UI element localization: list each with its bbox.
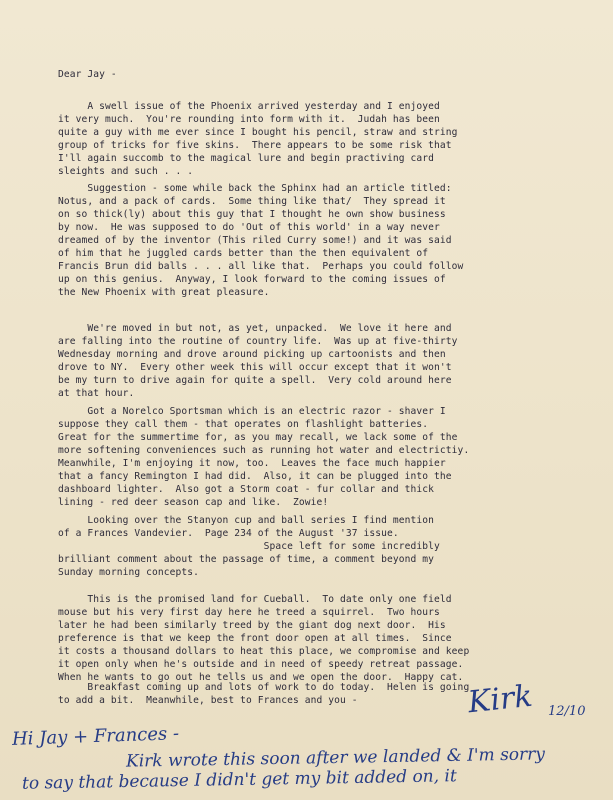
paragraph-stanyon: Looking over the Stanyon cup and ball series I find mention of a Frances Vandevier. Page 234 of the August '37 issue. Space left for some incredibly brilliant comment about the passage of time, a comment beyond my Sunday morning concepts. bbox=[58, 515, 440, 578]
handwritten-line-1: Hi Jay + Frances - bbox=[11, 723, 180, 750]
paragraph-closing: Breakfast coming up and lots of work to do today. Helen is going to add a bit. Meanwhile, best to Frances and you - bbox=[58, 682, 470, 706]
handwritten-line-2: Kirk wrote this soon after we landed & I'm sorry bbox=[125, 744, 546, 772]
paragraph-moved-in: We're moved in but not, as yet, unpacked. We love it here and are falling into the routine of country life. Was up at five-thirty Wednesday morning and drove around picking up cartoonists and then drove to NY. Every other week this will occur except that it won't be my turn to drive again for quite a spell. Very cold around here at that hour. bbox=[58, 323, 458, 399]
handwritten-line-3: to say that because I didn't get my bit added on, it bbox=[21, 766, 457, 794]
paragraph-suggestion: Suggestion - some while back the Sphinx had an article titled: Notus, and a pack of cards. Some thing like that/ They spread it on so thick(ly) about this guy that I thought he own show business by now. He was supposed to do 'Out of this world' in a way never dreamed of by the inventor (This riled Curry some!) and it was said of him that he juggled cards better than the then equivalent of Francis Brun did balls . . . all like that. Perhaps you could follow up on this genius. Anyway, I look forward to the coming issues of the New Phoenix with great pleasure. bbox=[58, 183, 464, 298]
paragraph-cueball: This is the promised land for Cueball. To date only one field mouse but his very first day here he treed a squirrel. Two hours later he had been similarly treed by the giant dog next door. His preference is that we keep the front door open at all times. Since it costs a thousand dollars to heat this place, we compromise and keep it open only when he's outside and in need of speedy retreat passage. When he wants to go out he tells us and we open the door. Happy cat. bbox=[58, 594, 470, 683]
signature: Kirk bbox=[466, 678, 535, 721]
paragraph-phoenix: A swell issue of the Phoenix arrived yesterday and I enjoyed it very much. You're rounding into form with it. Judah has been quite a guy with me ever since I bought his pencil, straw and string group of tricks for five skins. There appears to be some risk that I'll again succomb to the magical lure and begin practiving card sleights and such . . . bbox=[58, 101, 458, 177]
salutation: Dear Jay - bbox=[58, 69, 117, 80]
paragraph-razor: Got a Norelco Sportsman which is an electric razor - shaver I suppose they call them - that operates on flashlight batteries. Great for the summertime for, as you may recall, we lack some of the more softening conveniences such as running hot water and electrictiy. Meanwhile, I'm enjoying it now, too. Leaves the face much happier that a fancy Remington I had did. Also, it can be plugged into the dashboard lighter. Also got a Storm coat - fur collar and thick lining - red deer season cap and like. Zowie! bbox=[58, 406, 470, 508]
handwritten-date: 12/10 bbox=[548, 704, 586, 719]
